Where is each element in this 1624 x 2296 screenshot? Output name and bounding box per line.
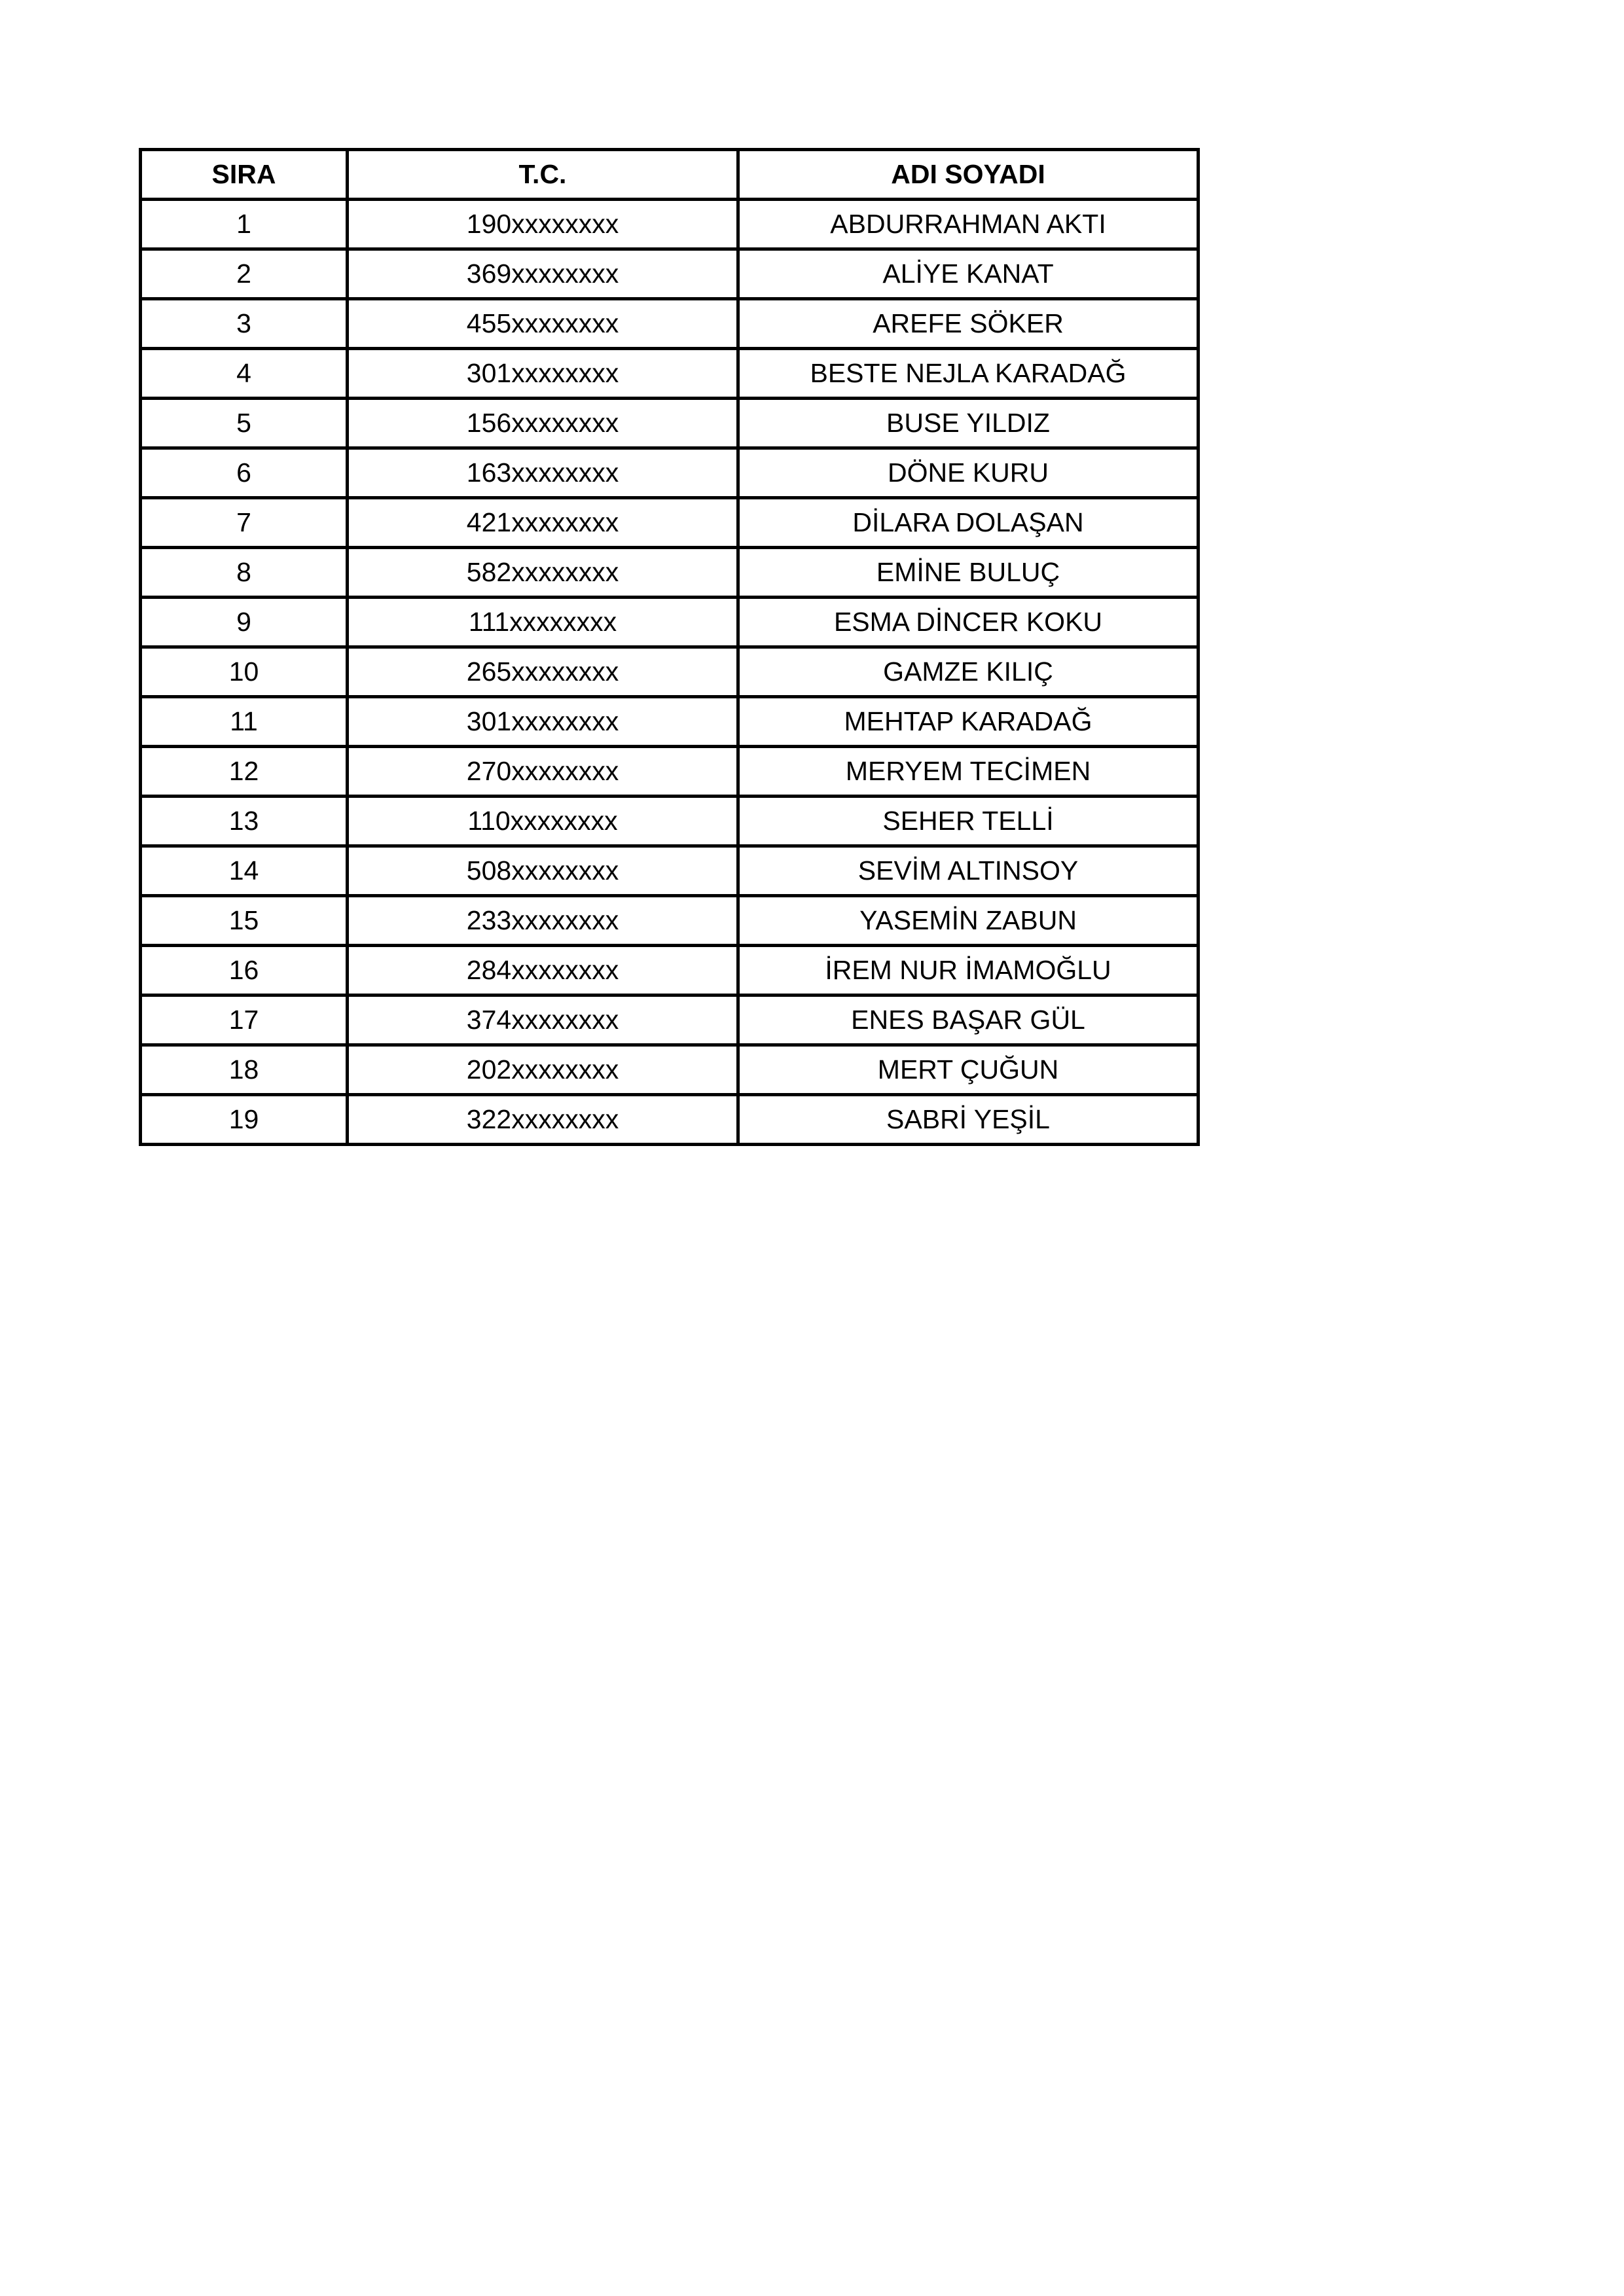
row-number-cell: 18 [141,1045,348,1095]
table-row [141,249,1199,299]
full-name-cell: ABDURRAHMAN AKTI [738,200,1199,249]
full-name-cell: MERT ÇUĞUN [738,1045,1199,1095]
tc-number-cell: 421xxxxxxxx [348,498,738,548]
full-name-cell: ESMA DİNCER KOKU [738,598,1199,647]
full-name-cell: ALİYE KANAT [738,249,1199,299]
full-name-cell: DİLARA DOLAŞAN [738,498,1199,548]
tc-number-cell: 265xxxxxxxx [348,647,738,697]
table-row [141,896,1199,946]
table-row [141,548,1199,598]
row-number-cell: 2 [141,249,348,299]
tc-number-cell: 110xxxxxxxx [348,797,738,846]
tc-number-cell: 455xxxxxxxx [348,299,738,349]
row-number-cell: 8 [141,548,348,598]
row-number-cell: 10 [141,647,348,697]
tc-number-cell: 111xxxxxxxx [348,598,738,647]
full-name-cell: SEHER TELLİ [738,797,1199,846]
tc-number-cell: 508xxxxxxxx [348,846,738,896]
full-name-cell: ENES BAŞAR GÜL [738,996,1199,1045]
row-number-cell: 17 [141,996,348,1045]
table-row [141,200,1199,249]
full-name-cell: MEHTAP KARADAĞ [738,697,1199,747]
full-name-cell: EMİNE BULUÇ [738,548,1199,598]
row-number-cell: 11 [141,697,348,747]
tc-number-cell: 284xxxxxxxx [348,946,738,996]
tc-number-cell: 582xxxxxxxx [348,548,738,598]
full-name-cell: SABRİ YEŞİL [738,1095,1199,1145]
row-number-cell: 16 [141,946,348,996]
participant-table [139,148,1200,1146]
full-name-cell: BUSE YILDIZ [738,399,1199,448]
row-number-cell: 9 [141,598,348,647]
table-row [141,1095,1199,1145]
table-row [141,349,1199,399]
full-name-cell: DÖNE KURU [738,448,1199,498]
tc-number-cell: 322xxxxxxxx [348,1095,738,1145]
full-name-cell: MERYEM TECİMEN [738,747,1199,797]
row-number-cell: 12 [141,747,348,797]
row-number-cell: 15 [141,896,348,946]
row-number-cell: 14 [141,846,348,896]
table-body [141,200,1199,1145]
table-row [141,647,1199,697]
tc-number-cell: 369xxxxxxxx [348,249,738,299]
tc-number-cell: 374xxxxxxxx [348,996,738,1045]
table-row [141,1045,1199,1095]
full-name-cell: AREFE SÖKER [738,299,1199,349]
table-row [141,399,1199,448]
tc-number-cell: 233xxxxxxxx [348,896,738,946]
row-number-cell: 1 [141,200,348,249]
tc-number-cell: 163xxxxxxxx [348,448,738,498]
tc-number-cell: 301xxxxxxxx [348,349,738,399]
column-header-tc: T.C. [348,150,738,200]
tc-number-cell: 190xxxxxxxx [348,200,738,249]
row-number-cell: 4 [141,349,348,399]
table-row [141,797,1199,846]
table-header-row [141,150,1199,200]
tc-number-cell: 270xxxxxxxx [348,747,738,797]
tc-number-cell: 301xxxxxxxx [348,697,738,747]
row-number-cell: 5 [141,399,348,448]
table-row [141,996,1199,1045]
row-number-cell: 6 [141,448,348,498]
column-header-name: ADI SOYADI [738,150,1199,200]
tc-number-cell: 156xxxxxxxx [348,399,738,448]
row-number-cell: 19 [141,1095,348,1145]
table-row [141,448,1199,498]
table-row [141,846,1199,896]
table-row [141,946,1199,996]
table-row [141,498,1199,548]
tc-number-cell: 202xxxxxxxx [348,1045,738,1095]
table-row [141,299,1199,349]
full-name-cell: SEVİM ALTINSOY [738,846,1199,896]
row-number-cell: 7 [141,498,348,548]
table-row [141,697,1199,747]
table-row [141,747,1199,797]
row-number-cell: 13 [141,797,348,846]
full-name-cell: BESTE NEJLA KARADAĞ [738,349,1199,399]
full-name-cell: GAMZE KILIÇ [738,647,1199,697]
row-number-cell: 3 [141,299,348,349]
table-row [141,598,1199,647]
column-header-sira: SIRA [141,150,348,200]
full-name-cell: İREM NUR İMAMOĞLU [738,946,1199,996]
full-name-cell: YASEMİN ZABUN [738,896,1199,946]
